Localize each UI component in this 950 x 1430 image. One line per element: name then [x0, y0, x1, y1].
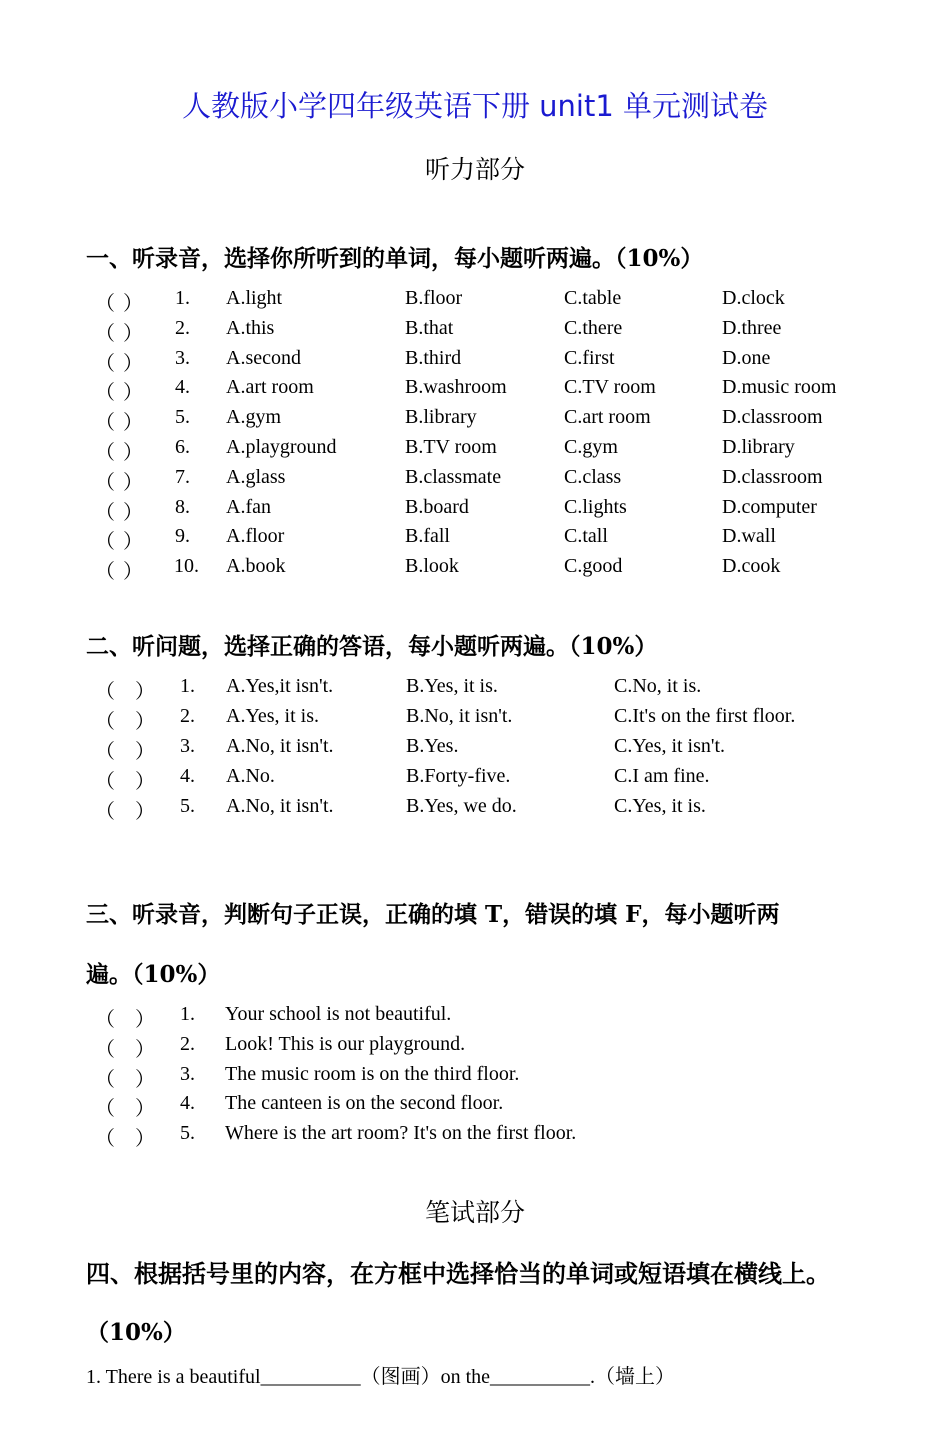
option-b: B.Yes, we do.	[406, 795, 517, 817]
option-a: A.light	[226, 287, 283, 309]
answer-paren-close: ）	[135, 681, 155, 703]
answer-paren-close: ）	[123, 471, 143, 494]
section4-question-1: 1. There is a beautiful__________（图画）on the__________.（墙上）	[86, 1366, 676, 1388]
option-b: B.library	[405, 406, 477, 429]
option-c: C.It's on the first floor.	[614, 705, 796, 727]
answer-paren-close: ）	[123, 442, 143, 464]
option-c: C.tall	[564, 525, 608, 548]
question-number: 7.	[175, 465, 190, 488]
option-d: D.three	[722, 316, 782, 339]
question-number: 1.	[175, 287, 190, 309]
option-b: B.classmate	[405, 465, 502, 488]
option-b: B.third	[405, 346, 462, 369]
question-row	[0, 496, 950, 526]
option-c: C.Yes, it isn't.	[614, 735, 726, 757]
statement-text: The canteen is on the second floor.	[225, 1092, 504, 1115]
question-row	[0, 675, 950, 705]
page-title: 人教版小学四年级英语下册 unit1 单元测试卷	[181, 89, 769, 123]
option-d: D.computer	[722, 495, 817, 518]
section2-heading: 二、听问题，选择正确的答语，每小题听两遍。（10%）	[86, 633, 658, 660]
question-number: 5.	[180, 795, 195, 817]
option-c: C.there	[564, 316, 623, 339]
option-b: B.washroom	[405, 376, 507, 399]
option-b: B.Yes, it is.	[406, 675, 498, 697]
question-row	[0, 1063, 950, 1093]
question-row	[0, 1033, 950, 1063]
option-b: B.board	[405, 495, 469, 518]
option-a: A.book	[226, 555, 286, 578]
question-row	[0, 555, 950, 585]
option-c: C.Yes, it is.	[614, 795, 706, 817]
option-c: C.table	[564, 287, 622, 309]
option-a: A.floor	[226, 525, 285, 548]
answer-paren-open: （	[95, 471, 115, 494]
question-row	[0, 317, 950, 347]
question-number: 2.	[180, 1032, 195, 1055]
statement-text: Your school is not beautiful.	[225, 1003, 452, 1025]
question-row	[0, 1003, 950, 1033]
answer-paren-close: ）	[123, 382, 143, 405]
option-c: C.gym	[564, 436, 618, 458]
answer-paren-open: （	[95, 1128, 115, 1151]
answer-paren-open: （	[95, 442, 115, 464]
option-d: D.library	[722, 436, 795, 458]
question-row	[0, 525, 950, 555]
question-number: 6.	[175, 436, 190, 458]
answer-paren-close: ）	[135, 1068, 155, 1091]
answer-paren-close: ）	[123, 322, 143, 345]
section3-heading-line2: 遍。（10%）	[86, 961, 221, 988]
answer-paren-close: ）	[123, 293, 143, 315]
section1-heading: 一、听录音，选择你所听到的单词，每小题听两遍。（10%）	[86, 245, 704, 272]
answer-paren-close: ）	[135, 711, 155, 733]
option-a: A.No, it isn't.	[226, 735, 334, 757]
question-number: 5.	[180, 1122, 195, 1145]
question-row	[0, 1092, 950, 1122]
answer-paren-close: ）	[135, 741, 155, 763]
answer-paren-close: ）	[135, 1098, 155, 1121]
option-d: D.wall	[722, 525, 776, 548]
question-row	[0, 347, 950, 377]
answer-paren-open: （	[95, 1068, 115, 1091]
option-b: B.that	[405, 316, 454, 339]
answer-paren-open: （	[95, 501, 115, 524]
option-d: D.classroom	[722, 406, 823, 429]
question-number: 5.	[175, 406, 190, 429]
question-number: 3.	[175, 346, 190, 369]
option-a: A.fan	[226, 495, 271, 518]
answer-paren-close: ）	[135, 1038, 155, 1061]
option-a: A.glass	[226, 465, 286, 488]
statement-text: Look! This is our playground.	[225, 1032, 466, 1055]
statement-text: The music room is on the third floor.	[225, 1062, 520, 1085]
option-b: B.TV room	[405, 436, 497, 458]
option-a: A.No.	[226, 765, 275, 787]
option-b: B.Yes.	[406, 735, 459, 757]
option-c: C.No, it is.	[614, 675, 702, 697]
question-row	[0, 735, 950, 765]
option-a: A.No, it isn't.	[226, 795, 334, 817]
option-c: C.lights	[564, 495, 627, 518]
option-d: D.cook	[722, 555, 781, 578]
option-b: B.look	[405, 555, 459, 578]
option-a: A.art room	[226, 376, 314, 399]
answer-paren-close: ）	[123, 412, 143, 435]
question-number: 1.	[180, 675, 195, 697]
answer-paren-close: ）	[135, 1009, 155, 1031]
option-d: D.one	[722, 346, 771, 369]
answer-paren-open: （	[95, 531, 115, 554]
answer-paren-open: （	[95, 801, 115, 823]
option-d: D.music room	[722, 376, 837, 399]
answer-paren-close: ）	[135, 801, 155, 823]
option-a: A.this	[226, 316, 275, 339]
question-row	[0, 1122, 950, 1152]
answer-paren-open: （	[95, 681, 115, 703]
question-row	[0, 436, 950, 466]
question-row	[0, 287, 950, 317]
option-b: B.No, it isn't.	[406, 705, 513, 727]
question-number: 1.	[180, 1003, 195, 1025]
option-b: B.floor	[405, 287, 463, 309]
section3-heading-line1: 三、听录音，判断句子正误，正确的填 T，错误的填 F，每小题听两	[86, 901, 780, 928]
answer-paren-open: （	[95, 1009, 115, 1031]
answer-paren-open: （	[95, 412, 115, 435]
answer-paren-open: （	[95, 771, 115, 793]
answer-paren-close: ）	[135, 1128, 155, 1151]
question-row	[0, 376, 950, 406]
question-number: 3.	[180, 735, 195, 757]
option-c: C.class	[564, 465, 622, 488]
answer-paren-open: （	[95, 322, 115, 345]
answer-paren-close: ）	[123, 352, 143, 375]
answer-paren-open: （	[95, 741, 115, 763]
section4-heading-line2: （10%）	[86, 1319, 186, 1346]
question-number: 4.	[180, 765, 195, 787]
option-d: D.clock	[722, 287, 785, 309]
option-c: C.art room	[564, 406, 651, 429]
statement-text: Where is the art room? It's on the first floor.	[225, 1122, 577, 1145]
answer-paren-close: ）	[135, 771, 155, 793]
option-c: C.good	[564, 555, 623, 578]
answer-paren-open: （	[95, 293, 115, 315]
option-b: B.Forty-five.	[406, 765, 511, 787]
option-b: B.fall	[405, 525, 450, 548]
question-row	[0, 795, 950, 825]
answer-paren-open: （	[95, 561, 115, 584]
option-a: A.Yes,it isn't.	[226, 675, 334, 697]
listening-heading: 听力部分	[424, 155, 525, 184]
question-number: 4.	[175, 376, 190, 399]
question-number: 10.	[174, 555, 199, 578]
option-c: C.first	[564, 346, 615, 369]
question-row	[0, 765, 950, 795]
question-row	[0, 406, 950, 436]
option-c: C.I am fine.	[614, 765, 710, 787]
question-row	[0, 705, 950, 735]
answer-paren-close: ）	[123, 501, 143, 524]
option-a: A.playground	[226, 436, 337, 458]
option-a: A.gym	[226, 406, 281, 429]
answer-paren-close: ）	[123, 531, 143, 554]
writing-heading: 笔试部分	[424, 1198, 525, 1227]
answer-paren-open: （	[95, 352, 115, 375]
question-number: 8.	[175, 495, 190, 518]
question-row	[0, 466, 950, 496]
option-c: C.TV room	[564, 376, 656, 399]
section4-heading-line1: 四、根据括号里的内容，在方框中选择恰当的单词或短语填在横线上。	[86, 1259, 830, 1288]
option-a: A.second	[226, 346, 301, 369]
answer-paren-open: （	[95, 1098, 115, 1121]
answer-paren-open: （	[95, 711, 115, 733]
question-number: 2.	[180, 705, 195, 727]
question-number: 2.	[175, 316, 190, 339]
option-a: A.Yes, it is.	[226, 705, 319, 727]
question-number: 9.	[175, 525, 190, 548]
answer-paren-open: （	[95, 382, 115, 405]
option-d: D.classroom	[722, 465, 823, 488]
question-number: 3.	[180, 1062, 195, 1085]
question-number: 4.	[180, 1092, 195, 1115]
answer-paren-open: （	[95, 1038, 115, 1061]
answer-paren-close: ）	[123, 561, 143, 584]
